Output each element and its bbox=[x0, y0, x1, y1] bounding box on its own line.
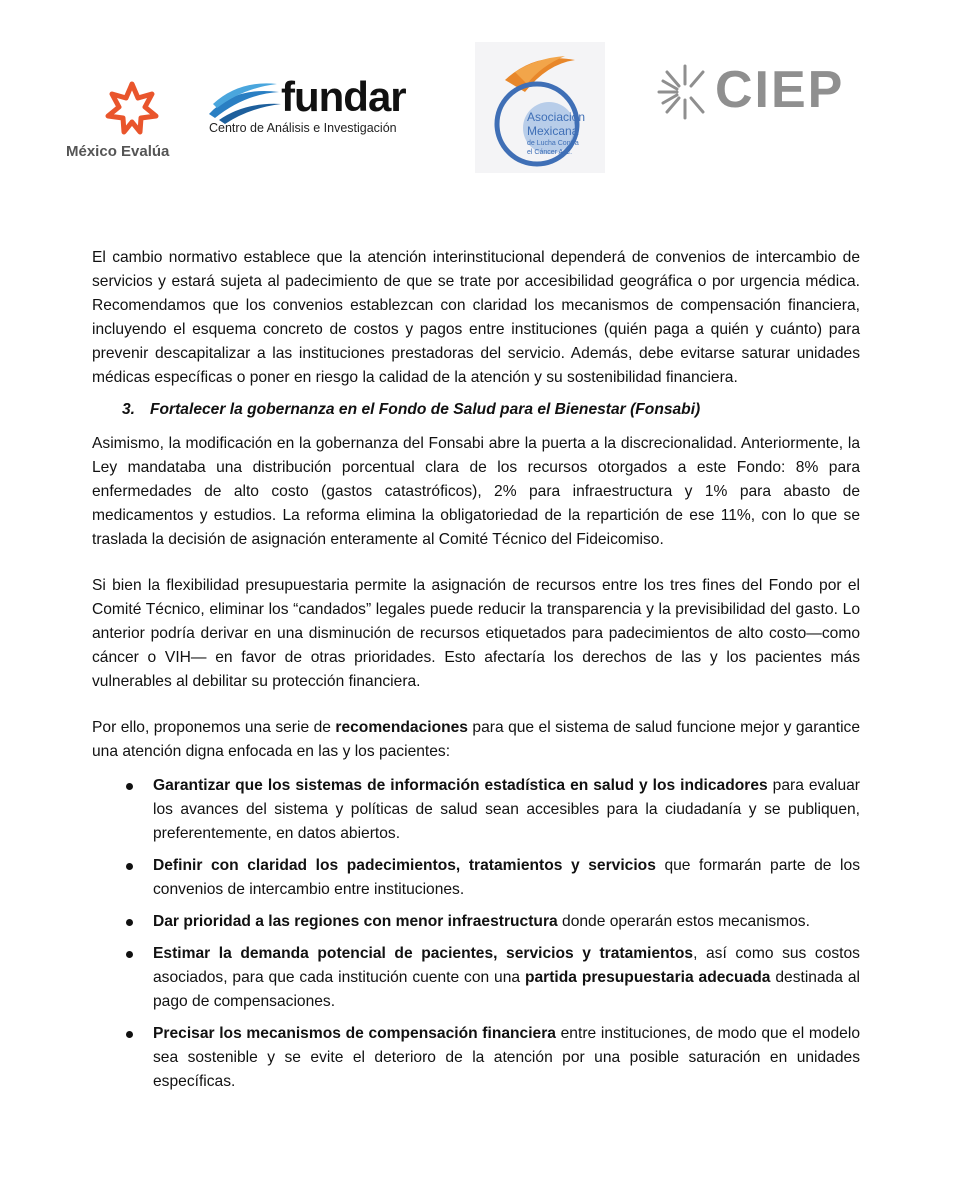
bullet-dot-icon bbox=[126, 1031, 133, 1038]
mexico-evalua-star-icon bbox=[62, 80, 202, 140]
list-item-bold: Definir con claridad los padecimientos, tratamientos y servicios bbox=[153, 857, 656, 874]
list-item-bold: Precisar los mecanismos de compensación financiera bbox=[153, 1025, 556, 1042]
fundar-subtitle: Centro de Análisis e Investigación bbox=[209, 121, 397, 135]
list-item-text: para evaluar los avances del sistema y políticas de salud sean accesibles para la ciudadanía y se publiquen, preferentemente, en datos abiertos. bbox=[153, 777, 860, 842]
list-item-text: , así como sus costos asociados, para que cada institución cuente con una bbox=[153, 945, 860, 986]
intro-text-after: para que el sistema de salud funcione mejor y garantice una atención digna enfocada en las y los pacientes: bbox=[92, 719, 861, 760]
document-body bbox=[92, 246, 860, 1102]
bullet-dot-icon bbox=[126, 919, 133, 926]
amlcc-line-2: Mexicana bbox=[527, 124, 579, 138]
bullet-dot-icon bbox=[126, 783, 133, 790]
paragraph-flexibilidad: Si bien la flexibilidad presupuestaria permite la asignación de recursos entre los tres fines del Fondo por el Comité Técnico, eliminar los “candados” legales puede reducir la transparencia y la previsibilidad del gasto. Lo anterior podría derivar en una disminución de recursos etiquetados para padecimientos de alto costo—como cáncer o VIH— en favor de otras prioridades. Esto afectaría los derechos de las y los pacientes más vulnerables al debilitar su protección financiera. bbox=[92, 577, 860, 690]
paragraph-gobernanza: Asimismo, la modificación en la gobernanza del Fonsabi abre la puerta a la discrecionalidad. Anteriormente, la Ley mandataba una distribución porcentual clara de los recursos otorgados a este Fondo: 8% para enfermedades de alto costo (gastos catastróficos), 2% para infraestructura y 1% para abasto de medicamentos y estudios. La reforma elimina la obligatoriedad de la repartición de ese 11%, con lo que se traslada la decisión de asignación enteramente al Comité Técnico del Fideicomiso. bbox=[92, 435, 860, 548]
list-item bbox=[92, 1022, 860, 1094]
mexico-evalua-name: México Evalúa bbox=[66, 143, 170, 160]
ciep-burst-icon bbox=[655, 60, 715, 124]
bullet-dot-icon bbox=[126, 951, 133, 958]
bullet-dot-icon bbox=[126, 863, 133, 870]
ciep-logo bbox=[655, 58, 895, 128]
list-item bbox=[92, 774, 860, 846]
fundar-wordmark: fundar bbox=[281, 73, 406, 120]
intro-text-before: Por ello, proponemos una serie de bbox=[92, 719, 336, 736]
recommendations-list bbox=[92, 774, 860, 1094]
list-item bbox=[92, 910, 860, 934]
amlcc-line-3: de Lucha Contra bbox=[527, 140, 579, 147]
amlcc-logo bbox=[475, 42, 605, 173]
amlcc-line-1: Asociación bbox=[527, 110, 586, 124]
list-item-text: que formarán parte de los convenios de intercambio entre instituciones. bbox=[153, 857, 860, 898]
list-item bbox=[92, 854, 860, 902]
list-item-text-2: destinada al pago de compensaciones. bbox=[153, 969, 860, 1010]
paragraph-recomendaciones-intro bbox=[92, 716, 860, 764]
fundar-logo bbox=[205, 72, 440, 142]
logo-header bbox=[0, 0, 957, 200]
intro-bold: recomendaciones bbox=[335, 719, 468, 736]
section-heading-number: 3. bbox=[122, 401, 136, 418]
list-item-bold: Dar prioridad a las regiones con menor infraestructura bbox=[153, 913, 558, 930]
list-item-bold: Garantizar que los sistemas de información estadística en salud y los indicadores bbox=[153, 777, 768, 794]
list-item-text: entre instituciones, de modo que el modelo sea sostenible y se evite el deterioro de la atención por una posible saturación en unidades específicas. bbox=[153, 1025, 860, 1090]
paragraph-convenios: El cambio normativo establece que la atención interinstitucional dependerá de convenios de intercambio de servicios y estará sujeta al padecimiento de que se trate por accesibilidad geográfica o por urgencia médica. Recomendamos que los convenios establezcan con claridad los mecanismos de compensación financiera, incluyendo el esquema concreto de costos y pagos entre instituciones (quién paga a quién y cuánto) para prevenir descapitalizar a las instituciones prestadoras del servicio. Además, debe evitarse saturar unidades médicas específicas o poner en riesgo la calidad de la atención y su sostenibilidad financiera. bbox=[92, 249, 860, 386]
mexico-evalua-logo bbox=[62, 80, 202, 170]
ciep-wordmark: CIEP bbox=[715, 61, 845, 119]
amlcc-line-4: el Cáncer A.C. bbox=[527, 149, 573, 156]
list-item-bold-2: partida presupuestaria adecuada bbox=[524, 969, 771, 986]
section-heading-3 bbox=[92, 398, 860, 422]
list-item bbox=[92, 942, 860, 1014]
list-item-bold: Estimar la demanda potencial de pacientes, servicios y tratamientos bbox=[153, 945, 694, 962]
list-item-text: donde operarán estos mecanismos. bbox=[557, 913, 810, 930]
section-heading-text: Fortalecer la gobernanza en el Fondo de Salud para el Bienestar (Fonsabi) bbox=[150, 401, 701, 418]
